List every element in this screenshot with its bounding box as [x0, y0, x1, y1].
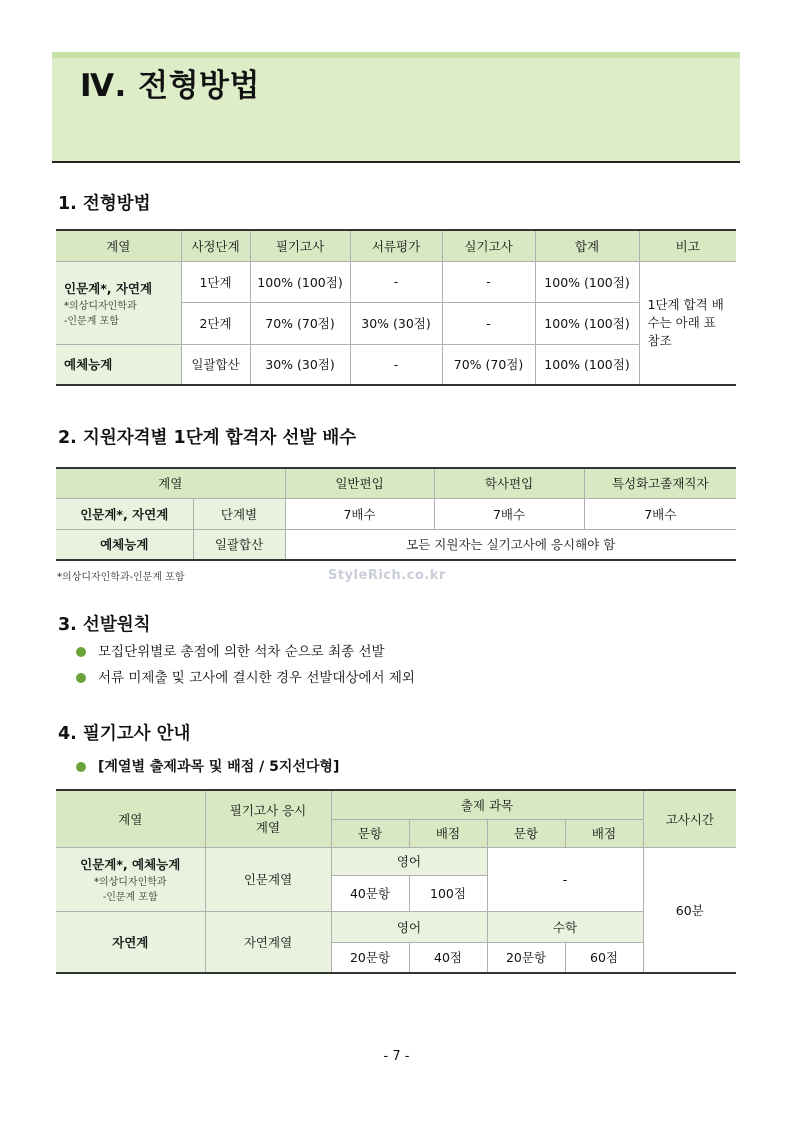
section4-heading: 4. 필기고사 안내: [58, 724, 191, 744]
cell-written: 100% (100점): [250, 261, 350, 302]
cell-general: 7배수: [285, 498, 434, 529]
watermark: StyleRich.co.kr: [328, 568, 446, 583]
cell-written: 70% (70점): [250, 302, 350, 344]
group-note: -인문계 포함: [102, 892, 158, 903]
th-stage: 사정단계: [181, 230, 250, 261]
th-total: 합계: [535, 230, 639, 261]
multiple-table: [56, 467, 736, 561]
th-points: 배점: [565, 819, 643, 847]
list-item: [76, 665, 415, 691]
group-science: 자연계: [56, 911, 205, 973]
section3-heading: 3. 선발원칙: [58, 615, 151, 635]
page-number: - 7 -: [383, 1049, 410, 1064]
cell-subject: 수학: [487, 911, 643, 942]
group-label: 인문계*, 자연계: [64, 280, 153, 296]
list-item: [76, 639, 415, 665]
cell-practical: -: [442, 261, 535, 302]
cell-exam-group: 자연계열: [205, 911, 331, 973]
cell-exam-group: 인문계열: [205, 847, 331, 911]
list-item-text: 모집단위별로 총점에 의한 석차 순으로 최종 선발: [98, 644, 385, 660]
cell-subject: 영어: [331, 911, 487, 942]
cell-total: 100% (100점): [535, 261, 639, 302]
list-item-text: 서류 미제출 및 고사에 결시한 경우 선발대상에서 제외: [98, 670, 415, 686]
bullet-icon: [76, 762, 86, 772]
cell-points: 60점: [565, 942, 643, 973]
th-vocational-worker: 특성화고졸재직자: [584, 468, 736, 498]
cell-vocational: 7배수: [584, 498, 736, 529]
selection-method-table: [56, 229, 736, 386]
cell-questions: 40문항: [331, 875, 409, 911]
chapter-title: Ⅳ. 전형방법: [80, 68, 260, 104]
footnote: *의상디자인학과-인문계 포함: [57, 572, 185, 583]
cell-written: 30% (30점): [250, 344, 350, 385]
cell-questions: 20문항: [331, 942, 409, 973]
group-humanities-arts: [56, 847, 205, 911]
cell-practical-note: 모든 지원자는 실기고사에 응시해야 함: [285, 529, 736, 560]
chapter-banner: [52, 52, 740, 163]
section2-heading: 2. 지원자격별 1단계 합격자 선발 배수: [58, 428, 357, 448]
group-note: *의상디자인학과: [93, 877, 167, 888]
cell-practical: 70% (70점): [442, 344, 535, 385]
cell-stage: 1단계: [181, 261, 250, 302]
th-group: 계열: [56, 230, 181, 261]
cell-stage: 일괄합산: [181, 344, 250, 385]
cell-remark: 1단계 합격 배수는 아래 표 참조: [639, 261, 736, 385]
th-general-transfer: 일반편입: [285, 468, 434, 498]
cell-exam-time: 60분: [643, 847, 736, 973]
cell-points: 100점: [409, 875, 487, 911]
th-practical: 실기고사: [442, 230, 535, 261]
th-bachelor-transfer: 학사편입: [434, 468, 584, 498]
group-note: *의상디자인학과: [64, 300, 137, 312]
subheading-text: [계열별 출제과목 및 배점 / 5지선다형]: [98, 759, 340, 775]
cell-bachelor: 7배수: [434, 498, 584, 529]
cell-stage: 2단계: [181, 302, 250, 344]
principle-list: [76, 639, 415, 691]
th-questions: 문항: [487, 819, 565, 847]
bullet-icon: [76, 673, 86, 683]
th-subjects: 출제 과목: [331, 790, 643, 819]
th-exam-group: 필기고사 응시계열: [205, 790, 331, 847]
banner-top-line: [52, 52, 740, 58]
th-group: 계열: [56, 790, 205, 847]
cell-total: 100% (100점): [535, 302, 639, 344]
exam-subheading: [76, 756, 339, 776]
group-label: 인문계*, 예체능계: [80, 857, 181, 872]
group-humanities-science: 인문계*, 자연계: [56, 498, 193, 529]
cell-method: 단계별: [193, 498, 285, 529]
th-group: 계열: [56, 468, 285, 498]
cell-method: 일괄합산: [193, 529, 285, 560]
bullet-icon: [76, 647, 86, 657]
group-arts-sports: 예체능계: [56, 529, 193, 560]
cell-subject: 영어: [331, 847, 487, 875]
th-written: 필기고사: [250, 230, 350, 261]
cell-total: 100% (100점): [535, 344, 639, 385]
cell-questions: 20문항: [487, 942, 565, 973]
group-note: -인문계 포함: [64, 315, 119, 327]
cell-dash: -: [487, 847, 643, 911]
group-humanities-science: [56, 261, 181, 344]
cell-document: -: [350, 344, 442, 385]
th-document: 서류평가: [350, 230, 442, 261]
section1-heading: 1. 전형방법: [58, 194, 151, 214]
th-points: 배점: [409, 819, 487, 847]
cell-practical: -: [442, 302, 535, 344]
th-questions: 문항: [331, 819, 409, 847]
written-exam-table: [56, 789, 736, 974]
th-remark: 비고: [639, 230, 736, 261]
group-arts-sports: 예체능계: [56, 344, 181, 385]
th-exam-time: 고사시간: [643, 790, 736, 847]
cell-document: 30% (30점): [350, 302, 442, 344]
cell-points: 40점: [409, 942, 487, 973]
cell-document: -: [350, 261, 442, 302]
